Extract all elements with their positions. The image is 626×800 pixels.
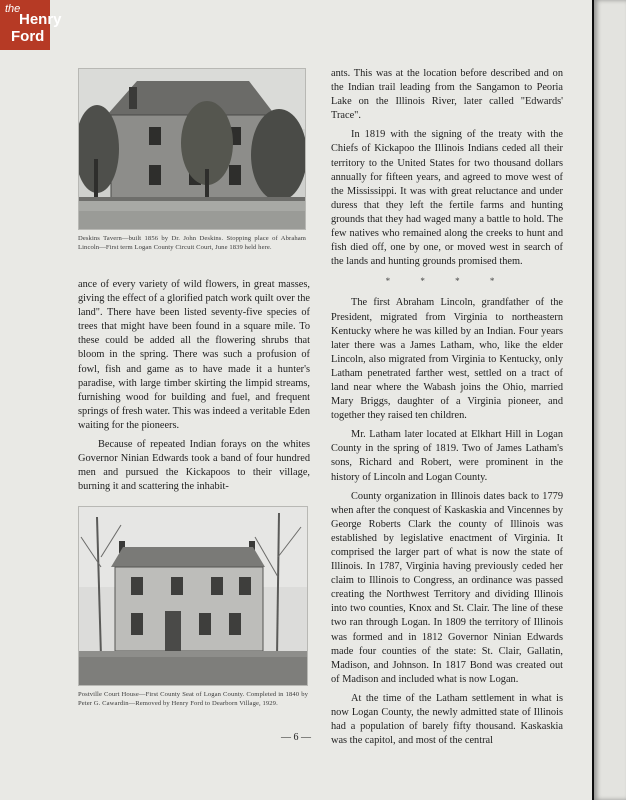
left-paragraph-1: ance of every variety of wild flowers, in great masses, giving the effect of a glorified patch work quilt over the land". There have been listed seventy-five species of trees that might have been found in a square mile. To these could be added all the flowering shrubs that bloom in the spring. There was such a profusion of fowl, fish and game as to have made it a hunter's paradise, with large timber skirting the limpid streams, furnishing wood for building and fuel, and frequent springs of fresh water. This was indeed a veritable Eden waiting for the pioneers. (78, 279, 310, 431)
deskins-tavern-caption: Deskins Tavern—built 1856 by Dr. John Deskins. Stopping place of Abraham Lincoln—First term Logan County Circuit Court, June 1839 held here. (78, 235, 306, 251)
logo-line-3: Ford (11, 28, 45, 45)
henry-ford-logo (0, 0, 62, 50)
right-paragraph-4: Mr. Latham later located at Elkhart Hill in Logan County in the spring of 1819. Two of James Latham's sons, Richard and Robert, were prominent in the history of Lincoln and Logan County. (331, 429, 563, 483)
postville-courthouse-caption: Postville Court House—First County Seat of Logan County. Completed in 1840 by Peter G. Cawardin—Removed by Henry Ford to Dearborn Village, 1929. (78, 691, 308, 707)
right-paragraph-6: At the time of the Latham settlement in what is now Logan County, the newly admitted state of Illinois had a population of barely fifty thousand. Kaskaskia was the capitol, and most of the central (331, 692, 563, 747)
right-text-column (331, 67, 563, 753)
postville-courthouse-photo (78, 506, 308, 686)
next-page-edge (594, 0, 626, 800)
logo-line-2: Henry (19, 11, 62, 28)
left-paragraph-2: Because of repeated Indian forays on the whites Governor Ninian Edwards took a band of four hundred men and pursued the Kickapoos to their village, burning it and scattering the inhabit- (78, 439, 310, 493)
right-paragraph-5: County organization in Illinois dates back to 1779 when after the conquest of Kaskaskia and Vincennes by George Roberts Clark the county of Illinois was established by legislative enactment of Virginia. It comprised the larger part of what is now the state of Illinois. In 1787, Virginia having previously ceded her claim to Illinois to Congress, an ordinance was passed creating the Northwest Territory and dividing Illinois into two counties, Knox and St. Clair. The line of these two ran through Logan. In 1809 the territory of Illinois was formed and in 1812 Governor Ninian Edwards made four counties of the state: St. Clair, Gallatin, Madison, and Johnson. In 1817 Bond was created out of Madison and included what is now Logan. (331, 490, 563, 685)
right-paragraph-2: In 1819 with the signing of the treaty with the Chiefs of Kickapoo the Illinois Indians ceded all their territory to the United States for two thousand dollars annually for fifteen years, and agreed to move west of the Mississippi. It was with great reluctance and under duress that they left the fertile farms and hunting grounds that they had waged many a battle to hold. The few natives who remained along the creeks to hunt and fish died off, one by one, or moved west in search of the lands and hunting grounds promised them. (331, 129, 563, 268)
section-separator: * * * * (385, 276, 509, 287)
courthouse-photo-image (79, 507, 307, 685)
tavern-photo-image (79, 69, 305, 229)
left-text-column (78, 278, 310, 499)
logo-line-1: the (5, 3, 21, 15)
right-paragraph-1: ants. This was at the location before described and on the Indian trail leading from the Sangamon to Peoria Lake on the Illinois River, later called "Edwards' Trace". (331, 68, 563, 122)
page-number: — 6 — (281, 732, 311, 743)
right-paragraph-3: The first Abraham Lincoln, grandfather of the President, migrated from Virginia to northeastern Kentucky where he was killed by an Indian. Four years later there was a James Latham, who, like the elder Lincoln, also migrated from Virginia to Kentucky, only Latham penetrated farther west, settled on a tract of land near where the Wabash joins the Ohio, married Mary Briggs, daughter of a Virginia pioneer, and together they raised ten children. (331, 297, 563, 422)
deskins-tavern-photo (78, 68, 306, 230)
